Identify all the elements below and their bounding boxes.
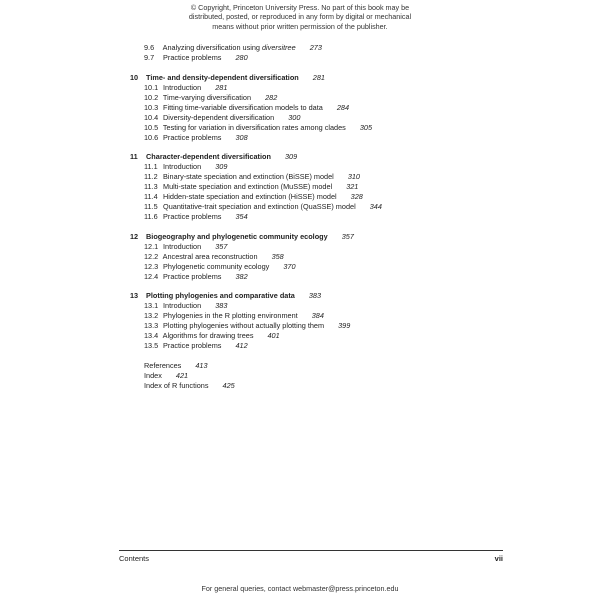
chapter-number: 10 (130, 72, 139, 82)
section-title: Binary-state speciation and extinction (BiSSE) model (163, 172, 334, 181)
section-number: 11.4 (144, 192, 158, 201)
page-number: 401 (267, 331, 280, 340)
chapter-number: 11 (130, 152, 138, 161)
section-number: 12.1 (144, 241, 159, 251)
toc-section-entry (130, 123, 550, 133)
section-title: Algorithms for drawing trees (162, 331, 254, 340)
toc-section-entry (130, 242, 550, 252)
section-number: 10.3 (144, 102, 159, 112)
section-title: Practice problems (163, 212, 222, 221)
table-of-contents (130, 43, 550, 391)
section-title: Phylogenetic community ecology (163, 261, 270, 271)
section-title: Practice problems (163, 271, 222, 281)
toc-section-entry (130, 162, 550, 172)
page-number: 425 (222, 381, 235, 390)
toc-section-entry (130, 321, 550, 331)
section-title: Hidden-state speciation and extinction (HiSSE) model (163, 192, 337, 201)
section-title: Diversity-dependent diversification (163, 112, 275, 122)
section-number: 11.5 (144, 202, 158, 211)
section-number: 10.2 (144, 92, 159, 102)
toc-section-entry (130, 93, 550, 103)
copyright-line: © Copyright, Princeton University Press. No part of this book may be (190, 3, 410, 12)
page-number: 309 (215, 162, 228, 171)
folio-page-number: vii (494, 554, 503, 563)
toc-back-matter-entry (130, 381, 550, 391)
page-number: 344 (369, 202, 382, 211)
section-number: 9.6 (144, 43, 155, 52)
toc-section-entry (130, 341, 550, 351)
toc-chapter-heading (130, 73, 550, 83)
section-number: 11.2 (144, 172, 158, 181)
section-title: Phylogenies in the R plotting environment (163, 311, 298, 320)
back-matter-title: Index (144, 371, 162, 380)
page-number: 284 (336, 102, 350, 112)
page-number: 370 (283, 261, 296, 271)
copyright-line: means without prior written permission of the publisher. (212, 21, 388, 31)
page-number: 382 (235, 271, 248, 281)
toc-chapter-heading (130, 291, 550, 301)
section-number: 11.1 (144, 162, 158, 171)
page-number: 282 (265, 92, 278, 102)
footer-divider (119, 550, 503, 551)
chapter-title: Character-dependent diversification (146, 152, 271, 161)
section-title: Fitting time-variable diversification models to data (163, 102, 323, 112)
section-number: 13.4 (144, 331, 159, 340)
page-number: 321 (346, 182, 359, 191)
section-title: Introduction (163, 241, 202, 251)
section-title: Introduction (163, 301, 202, 310)
page-number: 383 (308, 291, 322, 300)
page-number: 280 (235, 53, 248, 62)
section-number: 10.5 (144, 122, 159, 132)
toc-section-entry (130, 202, 550, 212)
section-number: 10.6 (144, 132, 159, 142)
section-title: Plotting phylogenies without actually plotting them (163, 321, 325, 330)
section-title: Introduction (163, 162, 202, 171)
page-number: 328 (350, 192, 363, 201)
section-title: Practice problems (163, 341, 222, 350)
section-title: Practice problems (163, 53, 222, 62)
page-number: 309 (284, 152, 298, 161)
page-number: 384 (311, 311, 324, 320)
toc-section-entry (130, 182, 550, 192)
page-number: 383 (215, 301, 228, 310)
section-title: Quantitative-trait speciation and extinction (QuaSSE) model (163, 202, 356, 211)
section-number: 12.4 (144, 271, 159, 281)
toc-section-entry (130, 43, 550, 53)
section-number: 13.5 (144, 341, 159, 350)
page-number: 281 (312, 72, 325, 82)
contact-notice: For general queries, contact webmaster@press.princeton.edu (201, 584, 399, 593)
page-number: 281 (215, 82, 228, 92)
page-number: 308 (235, 132, 248, 142)
back-matter-title: References (144, 361, 182, 370)
toc-section-entry (130, 212, 550, 222)
toc-section-entry (130, 192, 550, 202)
chapter-number: 12 (130, 231, 139, 241)
page-number: 354 (235, 212, 248, 221)
section-title: Multi-state speciation and extinction (MuSSE) model (163, 182, 333, 191)
section-title: Ancestral area reconstruction (162, 251, 258, 261)
section-title: Testing for variation in diversification rates among clades (162, 122, 346, 132)
section-title: Practice problems (163, 132, 222, 142)
section-number: 11.6 (144, 212, 158, 221)
page-number: 357 (215, 241, 228, 251)
toc-section-entry (130, 172, 550, 182)
toc-section-entry (130, 53, 550, 63)
toc-section-entry (130, 113, 550, 123)
toc-section-entry (130, 103, 550, 113)
page-number: 413 (195, 361, 208, 370)
chapter-number: 13 (130, 291, 139, 300)
toc-section-entry (130, 133, 550, 143)
toc-back-matter-entry (130, 361, 550, 371)
page-number: 357 (341, 231, 354, 241)
chapter-title: Time- and density-dependent diversification (146, 72, 299, 82)
section-title: Time-varying diversification (162, 92, 252, 102)
toc-back-matter-entry (130, 371, 550, 381)
chapter-title: Biogeography and phylogenetic community ecology (146, 231, 328, 241)
section-number: 9.7 (144, 53, 155, 62)
section-number: 11.3 (144, 182, 158, 191)
page-number: 399 (338, 321, 351, 330)
page-number: 300 (288, 112, 301, 122)
toc-section-entry (130, 272, 550, 282)
toc-section-entry (130, 252, 550, 262)
section-number: 10.4 (144, 112, 159, 122)
toc-chapter-heading (130, 232, 550, 242)
copyright-notice (0, 3, 600, 31)
page-number: 412 (235, 341, 248, 350)
section-number: 13.1 (144, 301, 159, 310)
section-number: 12.3 (144, 261, 159, 271)
section-number: 13.3 (144, 321, 159, 330)
chapter-title: Plotting phylogenies and comparative data (146, 291, 295, 300)
page-number: 358 (271, 251, 284, 261)
running-title: Contents (119, 554, 150, 563)
page-number: 421 (175, 371, 189, 380)
toc-section-entry (130, 311, 550, 321)
page-number: 273 (309, 43, 322, 52)
page-number: 305 (359, 122, 373, 132)
section-title: Analyzing diversification using (162, 43, 262, 52)
toc-section-entry (130, 331, 550, 341)
section-number: 13.2 (144, 311, 159, 320)
page-number: 310 (347, 172, 360, 181)
section-number: 10.1 (144, 82, 159, 92)
section-number: 12.2 (144, 251, 159, 261)
section-title: Introduction (163, 82, 202, 92)
copyright-line: distributed, posted, or reproduced in any form by digital or mechanical (188, 12, 412, 22)
toc-section-entry (130, 301, 550, 311)
back-matter-title: Index of R functions (144, 381, 209, 390)
section-title-italic: diversitree (262, 43, 296, 52)
toc-section-entry (130, 83, 550, 93)
toc-chapter-heading (130, 152, 550, 162)
toc-section-entry (130, 262, 550, 272)
